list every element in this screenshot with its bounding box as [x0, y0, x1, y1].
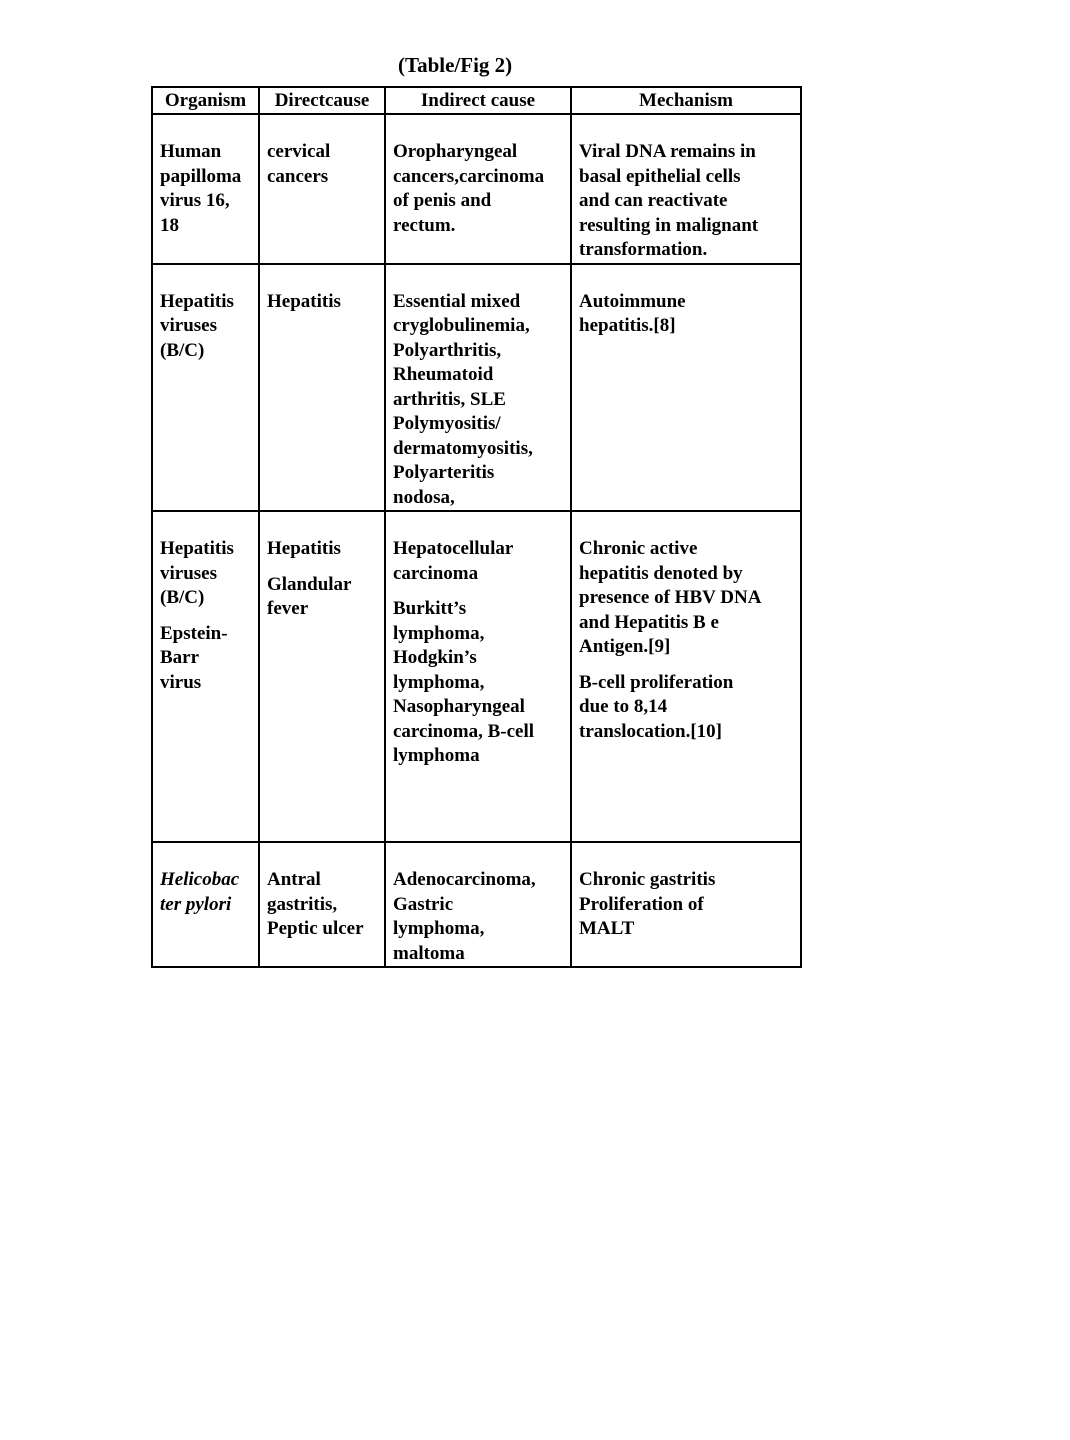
cell-line: gastritis, [267, 893, 338, 915]
table-row [152, 114, 801, 264]
cell-line: Hepatitis [160, 290, 234, 312]
cell-line: Glandular [267, 573, 352, 595]
cell-line: Burkitt’s [393, 598, 467, 619]
cell-line: of penis and [393, 190, 492, 211]
group-gap [160, 611, 253, 622]
cell-line: Viral DNA remains in [579, 141, 756, 162]
cell-line: Antigen.[9] [579, 636, 671, 657]
cell-line: cervical [267, 141, 331, 162]
cell-line: Gastric [393, 893, 454, 915]
cell-line: Epstein- [160, 622, 228, 644]
cell-line: hepatitis.[8] [579, 315, 676, 336]
table-row [152, 842, 801, 967]
header-mechanism: Mechanism [571, 87, 801, 114]
oncogenic-organisms-table [151, 86, 802, 968]
cell-line: Proliferation of [579, 893, 704, 915]
cell-line: carcinoma, B-cell [393, 720, 535, 742]
cell-indirect-cause [385, 511, 571, 842]
cell-line: viruses [160, 562, 217, 584]
cell-line: lymphoma, [393, 622, 485, 644]
header-direct-cause: Directcause [259, 87, 385, 114]
cell-line: virus 16, [160, 190, 230, 211]
cell-mechanism [571, 511, 801, 842]
cell-line: maltoma [393, 942, 465, 964]
cell-line: (B/C) [160, 587, 205, 608]
cell-direct-cause [259, 114, 385, 264]
cell-line: viruses [160, 315, 217, 336]
cell-line: lymphoma, [393, 918, 485, 939]
cell-organism [152, 114, 259, 264]
cell-mechanism [571, 842, 801, 967]
cell-line: due to 8,14 [579, 696, 668, 717]
cell-organism [152, 511, 259, 842]
cell-line: and Hepatitis B e [579, 611, 719, 633]
cell-line: B-cell proliferation [579, 671, 734, 693]
cell-line: Hodgkin’s [393, 647, 477, 668]
cell-line: Autoimmune [579, 290, 686, 312]
cell-line: Nasopharyngeal [393, 696, 525, 717]
cell-line: arthritis, SLE [393, 388, 506, 410]
cell-line: Human [160, 141, 222, 162]
cell-organism [152, 842, 259, 967]
cell-indirect-cause [385, 264, 571, 512]
cell-line: fever [267, 598, 309, 619]
cell-line: Polyarthritis, [393, 339, 502, 361]
cell-line: Barr [160, 647, 200, 668]
cell-line: hepatitis denoted by [579, 562, 743, 584]
cell-line: basal epithelial cells [579, 165, 741, 187]
cell-line: cancers [267, 165, 329, 187]
cell-direct-cause [259, 511, 385, 842]
cell-line: cryglobulinemia, [393, 315, 530, 336]
cell-line: lymphoma [393, 745, 480, 766]
cell-line: carcinoma [393, 562, 479, 584]
cell-line: resulting in malignant [579, 214, 759, 236]
header-organism: Organism [152, 87, 259, 114]
cell-line: and can reactivate [579, 190, 728, 211]
cell-line: Helicobac [160, 869, 240, 890]
group-gap [267, 562, 379, 573]
cell-indirect-cause [385, 842, 571, 967]
cell-line: lymphoma, [393, 671, 485, 693]
cell-line: Peptic ulcer [267, 918, 364, 939]
cell-line: Polymyositis/ [393, 413, 501, 434]
cell-line: transformation. [579, 239, 708, 260]
cell-line: Essential mixed [393, 290, 521, 312]
cell-line: Antral [267, 869, 321, 890]
cell-line: 18 [160, 214, 179, 236]
cell-direct-cause [259, 842, 385, 967]
cell-line: Polyarteritis [393, 462, 495, 483]
cell-line: Hepatocellular [393, 538, 514, 559]
cell-indirect-cause [385, 114, 571, 264]
group-gap [393, 586, 565, 597]
header-row [152, 87, 801, 114]
cell-line: presence of HBV DNA [579, 587, 762, 608]
cell-mechanism [571, 264, 801, 512]
table-row [152, 511, 801, 842]
cell-line: ter pylori [160, 893, 232, 915]
table-caption: (Table/Fig 2) [398, 53, 513, 77]
cell-line: MALT [579, 918, 635, 939]
cell-line: rectum. [393, 214, 456, 236]
cell-line: translocation.[10] [579, 720, 723, 742]
cell-direct-cause [259, 264, 385, 512]
cell-organism [152, 264, 259, 512]
cell-line: Oropharyngeal [393, 141, 518, 162]
table-row [152, 264, 801, 512]
header-indirect-cause: Indirect cause [385, 87, 571, 114]
cell-line: virus [160, 671, 202, 693]
cell-line: dermatomyositis, [393, 437, 533, 459]
group-gap [579, 660, 795, 671]
cell-line: cancers,carcinoma [393, 165, 545, 187]
cell-line: nodosa, [393, 486, 455, 508]
cell-line: Hepatitis [160, 538, 234, 559]
cell-line: Hepatitis [267, 538, 341, 559]
cell-line: Chronic active [579, 538, 698, 559]
cell-line: papilloma [160, 165, 242, 187]
cell-line: (B/C) [160, 339, 205, 361]
cell-line: Chronic gastritis [579, 869, 716, 890]
cell-line: Adenocarcinoma, [393, 869, 536, 890]
cell-line: Hepatitis [267, 290, 341, 312]
cell-line: Rheumatoid [393, 364, 494, 385]
cell-mechanism [571, 114, 801, 264]
